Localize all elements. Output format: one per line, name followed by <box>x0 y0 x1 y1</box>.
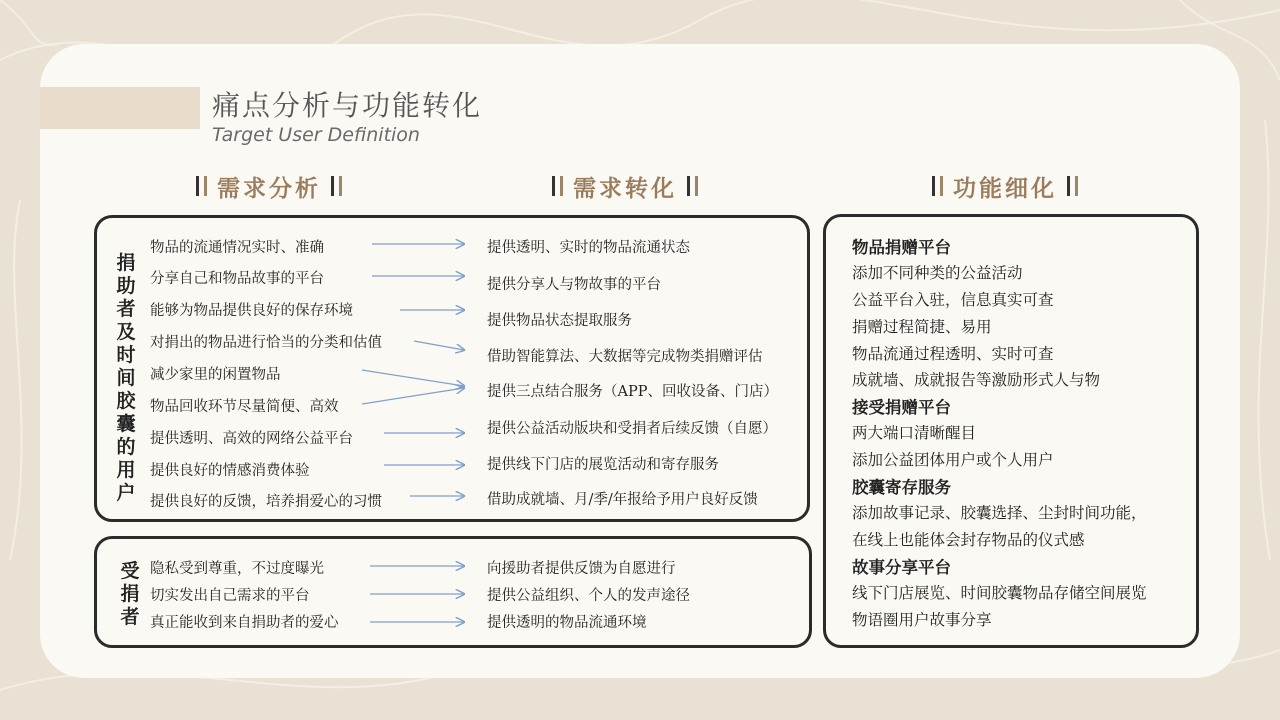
donor-need: 物品的流通情况实时、准确 <box>150 240 324 256</box>
header-bracket-icon <box>687 176 698 196</box>
donor-solution: 提供分享人与物故事的平台 <box>487 277 661 293</box>
recipient-need: 真正能收到来自捐助者的爱心 <box>150 615 339 631</box>
feature-line: 公益平台入驻，信息真实可查 <box>852 291 1054 309</box>
feature-line: 两大端口清晰醒目 <box>852 424 977 442</box>
feature-line: 捐赠过程简捷、易用 <box>852 318 992 336</box>
header-bracket-icon <box>932 176 943 196</box>
feature-heading: 物品捐赠平台 <box>852 238 951 257</box>
donor-need: 提供良好的反馈，培养捐爱心的习惯 <box>150 494 382 510</box>
donor-solution: 提供物品状态提取服务 <box>487 313 632 329</box>
donor-solution: 提供公益活动版块和受捐者后续反馈（自愿） <box>487 421 777 437</box>
donor-need: 物品回收环节尽量简便、高效 <box>150 399 339 415</box>
donor-need: 提供良好的情感消费体验 <box>150 463 310 479</box>
donor-need: 对捐出的物品进行恰当的分类和估值 <box>150 335 382 351</box>
header-bracket-icon <box>196 176 207 196</box>
column-header-analysis: 需求分析 <box>196 170 342 202</box>
feature-line: 在线上也能体会封存物品的仪式感 <box>852 531 1085 549</box>
recipient-need: 隐私受到尊重，不过度曝光 <box>150 561 324 577</box>
header-bracket-icon <box>1067 176 1078 196</box>
header-bracket-icon <box>552 176 563 196</box>
feature-heading: 故事分享平台 <box>852 558 951 577</box>
donor-need: 提供透明、高效的网络公益平台 <box>150 431 353 447</box>
title-accent-bar <box>40 87 200 129</box>
feature-line: 线下门店展览、时间胶囊物品存储空间展览 <box>852 584 1147 602</box>
donor-need: 能够为物品提供良好的保存环境 <box>150 303 353 319</box>
donor-solution: 提供线下门店的展览活动和寄存服务 <box>487 457 719 473</box>
donor-solution: 提供三点结合服务（APP、回收设备、门店） <box>487 384 778 400</box>
page-title: 痛点分析与功能转化 <box>212 89 483 122</box>
feature-line: 物品流通过程透明、实时可查 <box>852 345 1054 363</box>
recipient-label: 受捐者 <box>120 560 140 628</box>
column-header-transform: 需求转化 <box>552 170 698 202</box>
feature-line: 添加不同种类的公益活动 <box>852 264 1023 282</box>
donor-need: 分享自己和物品故事的平台 <box>150 271 324 287</box>
feature-heading: 接受捐赠平台 <box>852 398 951 417</box>
donor-label: 捐助者及时间胶囊的用户 <box>116 252 136 504</box>
donor-solution: 借助智能算法、大数据等完成物类捐赠评估 <box>487 349 763 365</box>
donor-solution: 借助成就墙、月/季/年报给予用户良好反馈 <box>487 492 758 508</box>
feature-heading: 胶囊寄存服务 <box>852 478 951 497</box>
donor-solution: 提供透明、实时的物品流通状态 <box>487 240 690 256</box>
feature-line: 添加公益团体用户或个人用户 <box>852 451 1054 469</box>
recipient-solution: 向援助者提供反馈为自愿进行 <box>487 561 676 577</box>
feature-line: 物语圈用户故事分享 <box>852 611 992 629</box>
page-subtitle: Target User Definition <box>212 124 420 146</box>
header-bracket-icon <box>331 176 342 196</box>
recipient-solution: 提供透明的物品流通环境 <box>487 615 647 631</box>
recipient-solution: 提供公益组织、个人的发声途径 <box>487 588 690 604</box>
feature-line: 添加故事记录、胶囊选择、尘封时间功能， <box>852 504 1147 522</box>
column-header-features: 功能细化 <box>932 170 1078 202</box>
feature-line: 成就墙、成就报告等激励形式人与物 <box>852 371 1101 389</box>
donor-need: 减少家里的闲置物品 <box>150 367 281 383</box>
recipient-need: 切实发出自己需求的平台 <box>150 588 310 604</box>
